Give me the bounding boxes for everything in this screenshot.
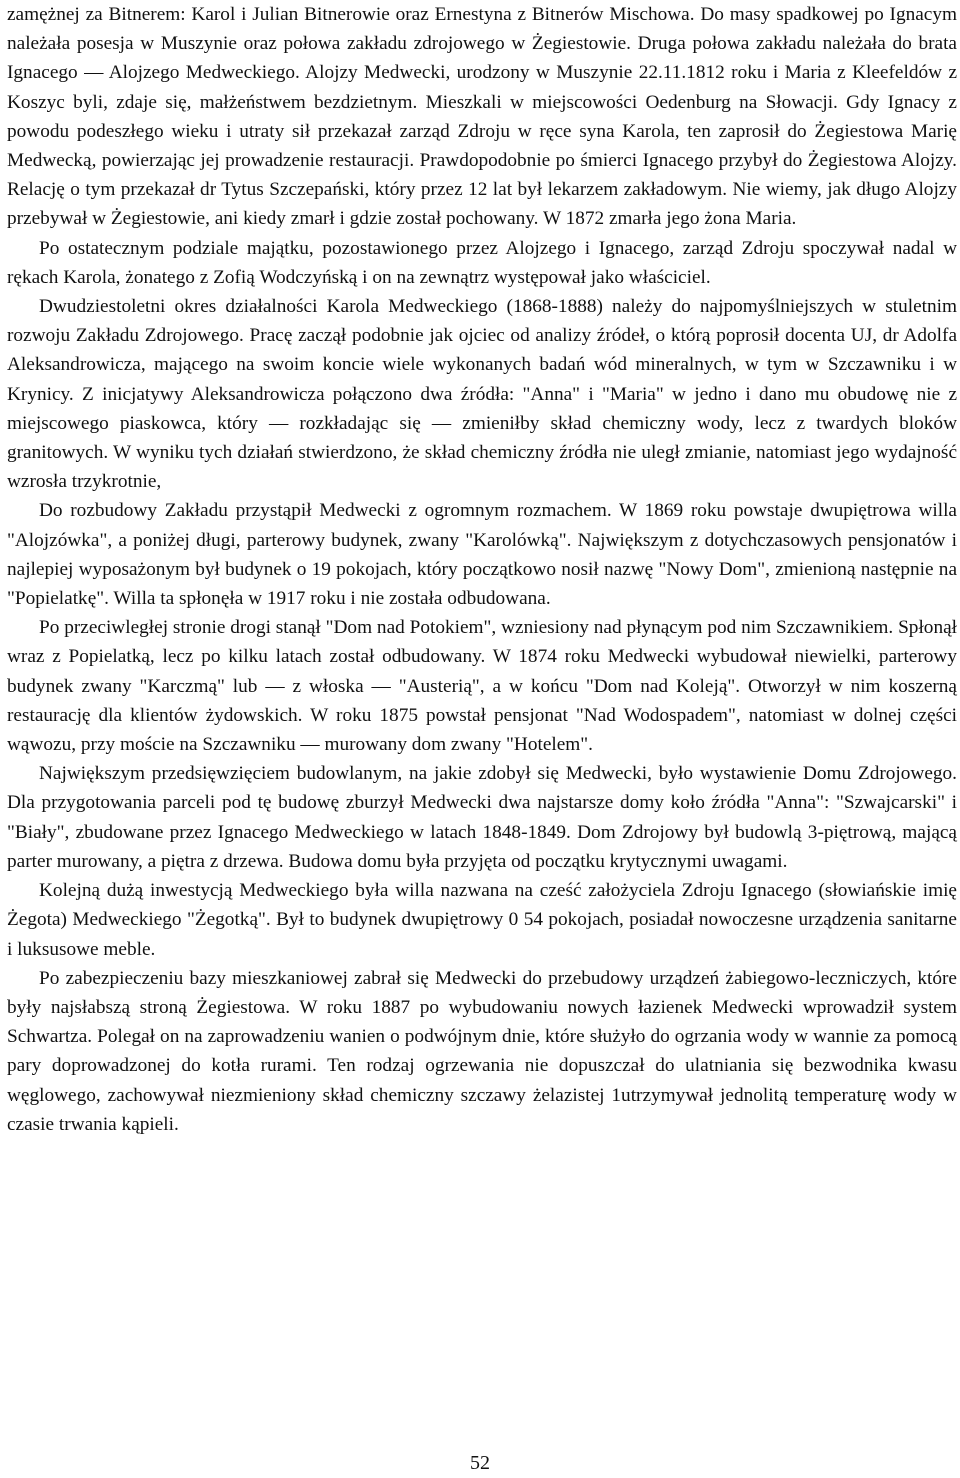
- paragraph-5: Po przeciwległej stronie drogi stanął "Dom nad Potokiem", wzniesiony nad płynącym pod nim Szczawnikiem. Spłonął wraz z Popielatką, lecz po kilku latach został odbudowany. W 1874 roku Medwecki wybudował niewielki, parterowy budynek zwany "Karczmą" lub — z włoska — "Austerią", a w końcu "Dom nad Koleją". Otworzył w nim koszerną restaurację dla klientów żydowskich. W roku 1875 powstał pensjonat "Nad Wodospadem", natomiast w dolnej części wąwozu, przy moście na Szczawniku — murowany dom zwany "Hotelem".: [7, 617, 957, 756]
- page-number: 52: [470, 1452, 490, 1474]
- paragraph-3: Dwudziestoletni okres działalności Karola Medweckiego (1868-1888) należy do najpomyślniejszych w stuletnim rozwoju Zakładu Zdrojowego. Pracę zaczął podobnie jak ojciec od analizy źródeł, o którą poprosił docenta UJ, dr Adolfa Aleksandrowicza, mającego na swoim koncie wiele wykonanych badań wód mineralnych, w tym w Szczawniku i w Krynicy. Z inicjatywy Aleksandrowicza połączono dwa źródła: "Anna" i "Maria" w jedno i dano mu obudowę nie z miejscowego piaskowca, który — rozkładając się — zmieniłby skład chemiczny wody, lecz z twardych bloków granitowych. W wyniku tych działań stwierdzono, że skład chemiczny źródła nie uległ zmianie, natomiast jego wydajność wzrosła trzykrotnie,: [7, 296, 957, 493]
- paragraph-1: zamężnej za Bitnerem: Karol i Julian Bitnerowie oraz Ernestyna z Bitnerów Mischowa. Do masy spadkowej po Ignacym należała posesja w Muszynie oraz połowa zakładu zdrojowego w Żegiestowie. Druga połowa zakładu należała do brata Ignacego — Alojzego Medweckiego. Alojzy Medwecki, urodzony w Muszynie 22.11.1812 roku i Maria z Kleefeldów z Koszyc byli, zdaje się, małżeństwem bezdzietnym. Mieszkali w miejscowości Oedenburg na Słowacji. Gdy Ignacy z powodu podeszłego wieku i utraty sił przekazał zarząd Zdroju w ręce syna Karola, ten zaprosił do Żegiestowa Marię Medwecką, powierzając jej prowadzenie restauracji. Prawdopodobnie po śmierci Ignacego przybył do Żegiestowa Alojzy. Relację o tym przekazał dr Tytus Szczepański, który przez 12 lat był lekarzem zakładowym. Nie wiemy, jak długo Alojzy przebywał w Żegiestowie, ani kiedy zmarł i gdzie został pochowany. W 1872 zmarła jego żona Maria.: [7, 4, 957, 230]
- paragraph-6: Największym przedsięwzięciem budowlanym, na jakie zdobył się Medwecki, było wystawienie Domu Zdrojowego. Dla przygotowania parceli pod tę budowę zburzył Medwecki dwa najstarsze domy koło źródła "Anna": "Szwajcarski" i "Biały", zbudowane przez Ignacego Medweckiego w latach 1848-1849. Dom Zdrojowy był budowlą 3-piętrową, mającą parter murowany, a piętra z drzewa. Budowa domu była przyjęta od początku krytycznymi uwagami.: [7, 763, 957, 872]
- paragraph-2: Po ostatecznym podziale majątku, pozostawionego przez Alojzego i Ignacego, zarząd Zdroju spoczywał nadal w rękach Karola, żonatego z Zofią Wodczyńską i on na zewnątrz występował jako właściciel.: [7, 237, 957, 288]
- document-page: [7, 0, 957, 1139]
- paragraph-7: Kolejną dużą inwestycją Medweckiego była willa nazwana na cześć założyciela Zdroju Ignacego (słowiańskie imię Żegota) Medweckiego "Żegotką". Był to budynek dwupiętrowy 0 54 pokojach, posiadał nowoczesne urządzenia sanitarne i luksusowe meble.: [7, 880, 957, 960]
- paragraph-8: Po zabezpieczeniu bazy mieszkaniowej zabrał się Medwecki do przebudowy urządzeń żabiegowo-leczniczych, które były najsłabszą stroną Żegiestowa. W roku 1887 po wybudowaniu nowych łazienek Medwecki wprowadził system Schwartza. Polegał on na zaprowadzeniu wanien o podwójnym dnie, które służyło do ogrzania wody w wannie za pomocą pary doprowadzonej do kotła rurami. Ten rodzaj ogrzewania nie dopuszczał do ulatniania się bezwodnika kwasu węglowego, zachowywał niezmieniony skład chemiczny szczawy żelazistej 1utrzymywał jednolitą temperaturę wody w czasie trwania kąpieli.: [7, 967, 957, 1135]
- paragraph-4: Do rozbudowy Zakładu przystąpił Medwecki z ogromnym rozmachem. W 1869 roku powstaje dwupiętrowa willa "Alojzówka", a poniżej długi, parterowy budynek, zwany "Karolówką". Największym z dotychczasowych pensjonatów i najlepiej wyposażonym był budynek o 19 pokojach, który początkowo nosił nazwę "Nowy Dom", zmienioną następnie na "Popielatkę". Willa ta spłonęła w 1917 roku i nie została odbudowana.: [7, 500, 957, 610]
